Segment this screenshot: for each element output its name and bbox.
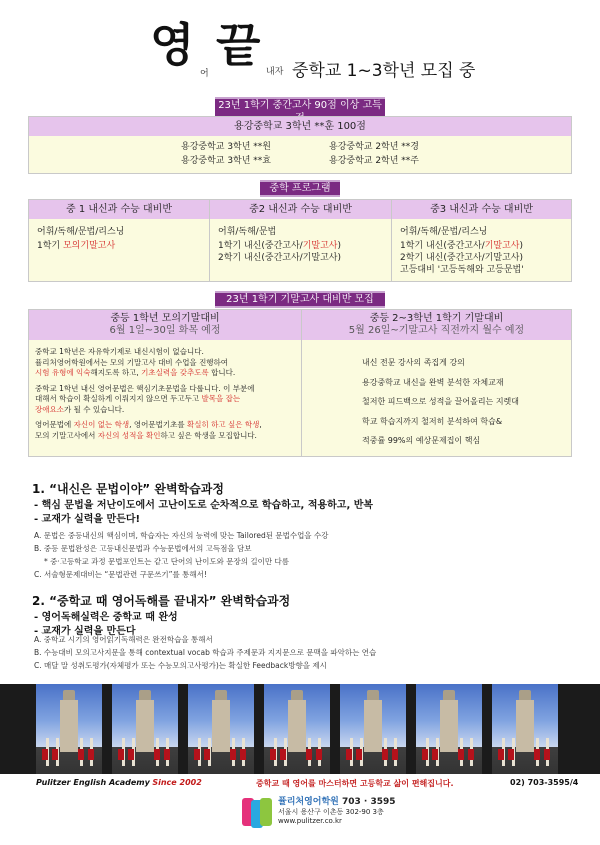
final-grade23-line1: 내신 전문 강사의 족집게 강의: [362, 358, 465, 367]
final-grade1-p2c: 장애요소가 될 수 있습니다.: [35, 404, 125, 414]
final-grade1-body: [29, 340, 301, 456]
program-grade3: [391, 199, 572, 282]
program-grade1-line1: 어휘/독해/문법/리스닝: [37, 227, 125, 237]
campus-photo: [264, 684, 330, 774]
program-grade2-line2: 1학기 내신(중간고사/기말고사): [218, 241, 341, 251]
section1-b: B. 중등 문법완성은 고등내신문법과 수능문법에서의 고득점을 담보: [34, 544, 252, 553]
program-grade2-body: [210, 219, 391, 281]
footer-academy: Pulitzer English Academy: [36, 778, 150, 787]
final-grade1-p3a: 영어문법에 자신이 없는 학생, 영어문법기초를 확실히 하고 싶은 학생,: [35, 420, 262, 429]
section2-line1: - 영어독해실력은 중학교 때 완성: [34, 612, 178, 623]
program-grade3-body: [392, 219, 571, 281]
campus-photo-strip: [0, 684, 600, 774]
final-grade23-line2: 용강중학교 내신을 완벽 분석한 자체교재: [362, 377, 504, 387]
program-grade2: [209, 199, 392, 282]
section2-line2: - 교재가 실력을 만든다: [34, 626, 136, 637]
footer-name-line: 퓰리처영어학원 703 · 3595: [278, 797, 396, 807]
pulitzer-logo: [242, 798, 272, 828]
final-grade1-p2b: 대해서 학습이 확실하게 이뤄지지 않으면 두고두고 발목을 잡는: [35, 394, 241, 403]
final-grade23-line5: 적중률 99%의 예상문제집이 핵심: [362, 436, 481, 445]
footer-slogan: 중학교 때 영어를 마스터하면 고등학교 삶이 편해집니다.: [256, 779, 454, 788]
final-grade1-p1b: 퓰리처영어학원에서는 모의 기말고사 대비 수업을 진행하여: [35, 357, 229, 367]
banner-final-exam: 23년 1학기 기말고사 대비반 모집: [215, 291, 385, 308]
campus-photo: [188, 684, 254, 774]
final-grade23-body: [302, 340, 571, 456]
final-grade1-title: 중등 1학년 모의기말대비: [110, 313, 220, 324]
final-grade1-p3b: 모의 기말고사에서 자신의 성적을 확인하고 싶은 학생을 모집합니다.: [35, 430, 257, 440]
program-grade1-line2: 1학기 모의기말고사: [37, 241, 116, 251]
title-char-kkeut: 끝: [216, 18, 261, 72]
section1-line1: - 핵심 문법을 저난이도에서 고난이도로 순차적으로 학습하고, 적용하고, 반복: [34, 500, 374, 511]
program-grade2-head: 중2 내신과 수능 대비반: [210, 200, 391, 219]
result-left-2: 용강중학교 3학년 **효: [181, 156, 272, 166]
program-grade1: [28, 199, 210, 282]
final-grade1-p1c: 시험 유형에 익숙해지도록 하고, 기초실력을 갖추도록 합니다.: [35, 368, 236, 377]
footer-web: www.pulitzer.co.kr: [278, 817, 342, 825]
program-grade1-head: 중 1 내신과 수능 대비반: [29, 200, 209, 219]
program-grade2-line1: 어휘/독해/문법: [218, 227, 277, 237]
result-left-1: 용강중학교 3학년 **원: [181, 142, 272, 152]
footer-since: Since 2002: [152, 778, 202, 787]
final-grade23-line3: 철저한 피드백으로 성적을 끌어올리는 지렛대: [362, 397, 520, 406]
campus-photo: [112, 684, 178, 774]
program-grade1-body: [29, 219, 209, 281]
results-body: [29, 136, 571, 173]
footer-info: [278, 798, 396, 827]
final-grade23-dates: 5월 26일~기말고사 직전까지 월수 예정: [348, 325, 525, 336]
final-grade23-box: [301, 309, 572, 457]
section2-title: 2. “중학교 때 영어독해를 끝내자” 완벽학습과정: [32, 594, 291, 608]
page-title-block: [0, 18, 600, 88]
campus-photo: [340, 684, 406, 774]
results-box: [28, 116, 572, 174]
result-right-2: 용강중학교 2학년 **주: [329, 156, 420, 166]
final-grade1-head: [29, 310, 301, 340]
program-grade3-line4: 고등대비 '고등독해와 고등문법': [400, 265, 524, 275]
banner-program: 중학 프로그램: [260, 180, 340, 197]
final-grade1-box: [28, 309, 302, 457]
final-grade1-p2a: 중학교 1학년 내신 영어문법은 핵심기초문법을 다룹니다. 이 부분에: [35, 383, 255, 393]
program-grade3-line2: 1학기 내신(중간고사/기말고사): [400, 241, 523, 251]
footer-address: 서울시 용산구 이촌동 302-90 3층: [278, 807, 384, 816]
program-grade3-line1: 어휘/독해/문법/리스닝: [400, 227, 488, 237]
campus-photo: [416, 684, 482, 774]
final-grade23-title: 중등 2~3학년 1학기 기말대비: [369, 313, 504, 324]
final-grade23-line4: 학교 학습지까지 철저히 분석하여 학습&: [362, 416, 503, 426]
result-right-1: 용강중학교 2학년 **경: [329, 142, 420, 152]
section1-title: 1. “내신은 문법이야” 완벽학습과정: [32, 482, 224, 496]
title-small-eo: 어: [200, 69, 209, 79]
section1-a: A. 문법은 중등내신의 핵심이며, 학습자는 자신의 능력에 맞는 Tailored된 문법수업을 수강: [34, 531, 329, 540]
section1-line2: - 교재가 실력을 만든다!: [34, 514, 141, 525]
section1-star: * 중·고등학교 과정 문법포인트는 같고 단어의 난이도와 문장의 길이만 다름: [44, 557, 289, 566]
section1-c: C. 서술형문제대비는 “문법관련 구문쓰기”를 통해서!: [34, 570, 207, 579]
banner-high-score: 23년 1학기 중간고사 90점 이상 고득: [215, 97, 385, 127]
section2-b: B. 수능대비 모의고사지문을 통해 contextual vocab 학습과 주제문과 지지문으로 문맥을 파악하는 연습: [34, 648, 377, 657]
title-char-young: 영: [150, 18, 195, 72]
final-grade1-dates: 6월 1일~30일 화목 예정: [109, 325, 221, 336]
program-grade3-head: 중3 내신과 수능 대비반: [392, 200, 571, 219]
footer-phone: 02) 703-3595/4: [510, 778, 579, 787]
final-grade23-head: [302, 310, 571, 340]
title-small-naeja: 내자: [266, 67, 284, 77]
campus-photo: [492, 684, 558, 774]
footer-bar: [36, 778, 586, 787]
program-grade2-line3: 2학기 내신(중간고사/기말고사): [218, 253, 341, 263]
campus-photo: [36, 684, 102, 774]
program-grade3-line3: 2학기 내신(중간고사/기말고사): [400, 253, 523, 263]
section2-a: A. 중학교 시기의 영어읽기독해력은 완전학습을 통해서: [34, 635, 213, 644]
final-grade1-p1a: 중학교 1학년은 자유학기제로 내신시험이 없습니다.: [35, 347, 204, 356]
section2-c: C. 매달 말 성취도평가(자체평가 또는 수능모의고사평가)는 확실한 Feedback방향을 제시: [34, 661, 327, 670]
page-subtitle: 중학교 1~3학년 모집 중: [292, 61, 476, 81]
results-head: 용강중학교 3학년 **훈 100점: [29, 117, 571, 136]
